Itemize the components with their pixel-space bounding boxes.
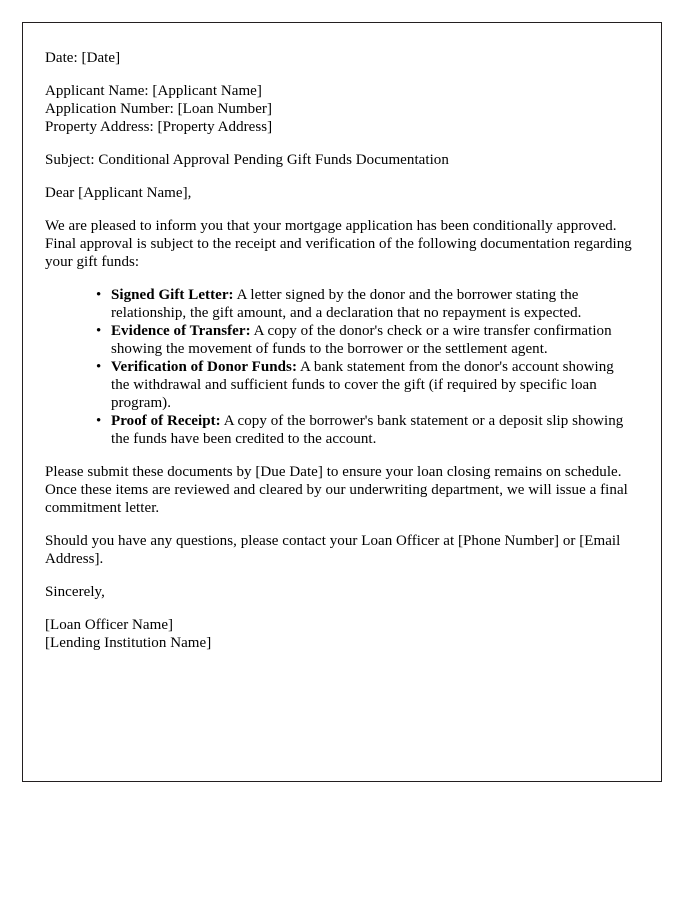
contact-paragraph-block (45, 532, 633, 568)
signature-block (45, 616, 633, 652)
requirement-text (111, 287, 581, 321)
list-item (96, 358, 633, 412)
subject-line: Subject: Conditional Approval Pending Gift Funds Documentation (45, 152, 449, 168)
requirement-text (111, 413, 623, 447)
requirement-text (111, 323, 612, 357)
requirement-text (111, 359, 614, 411)
list-item (96, 286, 633, 322)
requirements-list (45, 286, 633, 448)
recipient-block (45, 82, 633, 136)
date-line: Date: [Date] (45, 50, 121, 66)
requirement-label: Verification of Donor Funds: (111, 359, 297, 375)
date-block (45, 49, 633, 67)
requirement-description: A bank statement from the donor's account showing the withdrawal and sufficient funds to cover the gift (if required by specific loan program). (111, 359, 614, 411)
bullet-icon: • (96, 323, 102, 339)
bullet-icon: • (96, 287, 102, 303)
contact-paragraph: Should you have any questions, please contact your Loan Officer at [Phone Number] or [Email Address]. (45, 533, 621, 567)
salutation-block (45, 184, 633, 202)
requirement-label: Proof of Receipt: (111, 413, 221, 429)
subject-block (45, 151, 633, 169)
list-item (96, 412, 633, 448)
requirement-label: Signed Gift Letter: (111, 287, 234, 303)
bullet-icon: • (96, 359, 102, 375)
valediction-block (45, 583, 633, 601)
property-address-line: Property Address: [Property Address] (45, 119, 273, 135)
applicant-name-line: Applicant Name: [Applicant Name] (45, 83, 262, 99)
valediction-line: Sincerely, (45, 584, 105, 600)
requirement-label: Evidence of Transfer: (111, 323, 251, 339)
list-item (96, 322, 633, 358)
loan-officer-name-line: [Loan Officer Name] (45, 617, 174, 633)
opening-paragraph: We are pleased to inform you that your mortgage application has been conditionally approved. Final approval is subject to the receipt and verification of the following documentation regarding your gift funds: (45, 218, 632, 270)
deadline-paragraph: Please submit these documents by [Due Date] to ensure your loan closing remains on schedule. Once these items are reviewed and cleared by our underwriting department, we will issue a final commitment letter. (45, 464, 628, 516)
requirement-description: A letter signed by the donor and the borrower stating the relationship, the gift amount, and a declaration that no repayment is expected. (111, 287, 582, 321)
letter-body (23, 23, 661, 652)
deadline-paragraph-block (45, 463, 633, 517)
salutation-line: Dear [Applicant Name], (45, 185, 192, 201)
bullet-icon: • (96, 413, 102, 429)
document-page (22, 22, 662, 782)
lending-institution-line: [Lending Institution Name] (45, 635, 212, 651)
opening-paragraph-block (45, 217, 633, 271)
application-number-line: Application Number: [Loan Number] (45, 101, 273, 117)
requirement-description: A copy of the donor's check or a wire transfer confirmation showing the movement of funds to the borrower or the settlement agent. (111, 323, 612, 357)
requirement-description: A copy of the borrower's bank statement or a deposit slip showing the funds have been credited to the account. (111, 413, 624, 447)
